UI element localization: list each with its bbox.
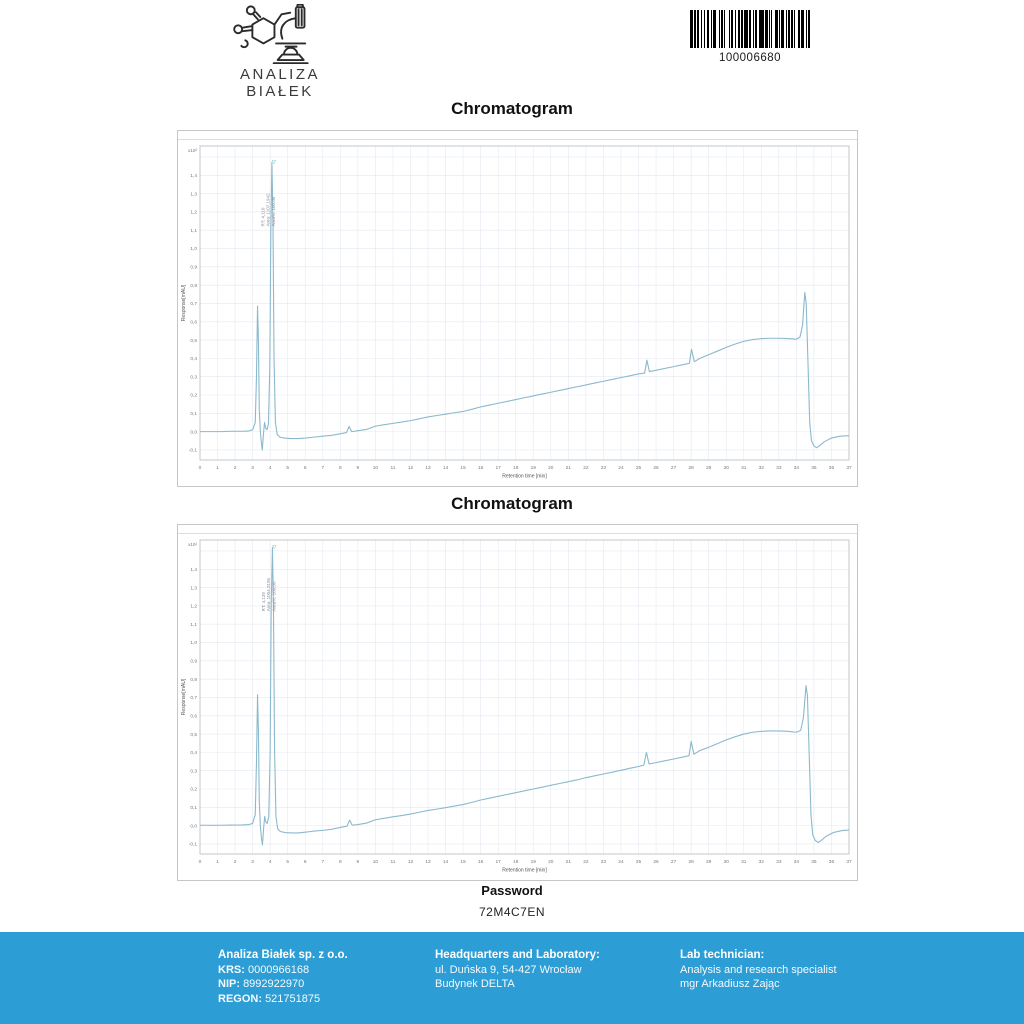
svg-text:0,3: 0,3 <box>190 375 197 381</box>
svg-text:20: 20 <box>548 466 554 471</box>
svg-text:9: 9 <box>356 466 360 471</box>
svg-text:22: 22 <box>583 860 589 865</box>
footer-hq-column <box>435 948 600 992</box>
svg-text:34: 34 <box>793 466 800 471</box>
svg-text:0,7: 0,7 <box>190 696 197 702</box>
svg-text:16: 16 <box>477 860 484 865</box>
svg-text:0: 0 <box>198 466 202 471</box>
logo <box>205 4 355 100</box>
svg-text:Retention time [min]: Retention time [min] <box>502 473 547 480</box>
footer-tech-title: Lab technician: <box>680 949 765 961</box>
svg-text:0,1: 0,1 <box>190 412 197 418</box>
svg-text:36: 36 <box>828 466 835 471</box>
svg-text:0,8: 0,8 <box>190 677 197 683</box>
svg-text:8: 8 <box>338 466 342 471</box>
chart-panel-2 <box>177 524 858 881</box>
svg-text:1,0: 1,0 <box>190 247 197 253</box>
footer-krs <box>218 963 348 978</box>
svg-text:x10²: x10² <box>188 542 197 547</box>
chromatogram-chart-1 <box>178 140 855 486</box>
footer-nip-value: 8992922970 <box>243 978 305 990</box>
svg-text:0,0: 0,0 <box>190 430 197 436</box>
svg-text:19: 19 <box>530 466 536 471</box>
svg-text:25: 25 <box>635 466 642 471</box>
svg-text:1,0: 1,0 <box>190 641 197 647</box>
svg-text:▽: ▽ <box>272 544 277 551</box>
footer-krs-value: 0000966168 <box>247 963 310 976</box>
password-value: 72M4C7EN <box>478 905 546 919</box>
barcode-value: 100006680 <box>718 52 782 64</box>
svg-text:0,1: 0,1 <box>190 806 197 812</box>
svg-text:26: 26 <box>653 466 659 471</box>
svg-text:Response[mAU]: Response[mAU] <box>181 284 187 322</box>
svg-text:0,2: 0,2 <box>190 787 197 793</box>
svg-text:1,4: 1,4 <box>190 173 197 179</box>
svg-text:11: 11 <box>390 860 396 865</box>
svg-text:0,6: 0,6 <box>190 320 197 326</box>
svg-text:13: 13 <box>425 860 431 865</box>
chart-panel-header-strip <box>178 525 857 534</box>
svg-text:Area: 1004,3195: Area: 1004,3195 <box>266 578 272 612</box>
svg-text:37: 37 <box>846 860 852 865</box>
svg-text:0,5: 0,5 <box>190 732 197 738</box>
svg-text:8: 8 <box>338 860 342 865</box>
svg-text:Retention time [min]: Retention time [min] <box>502 867 547 874</box>
svg-text:17: 17 <box>495 860 501 865</box>
footer-hq-building: Budynek DELTA <box>435 978 515 990</box>
svg-text:1,3: 1,3 <box>190 192 197 198</box>
footer-nip-label: NIP: <box>218 978 240 990</box>
svg-text:22: 22 <box>583 466 589 471</box>
svg-text:▽: ▽ <box>271 159 276 166</box>
svg-text:29: 29 <box>706 860 712 865</box>
svg-text:31: 31 <box>741 466 747 471</box>
barcode <box>684 10 816 64</box>
svg-text:Area%: 100,00: Area%: 100,00 <box>271 196 277 227</box>
chart-title-2: Chromatogram <box>451 494 573 513</box>
svg-text:1,4: 1,4 <box>190 567 197 573</box>
svg-text:16: 16 <box>477 466 484 471</box>
footer-regon-value: 521751875 <box>265 992 321 1005</box>
svg-text:14: 14 <box>442 860 449 865</box>
svg-text:31: 31 <box>741 860 747 865</box>
svg-text:33: 33 <box>776 860 782 865</box>
svg-text:Area%: 100,00: Area%: 100,00 <box>271 581 277 612</box>
svg-text:-0,1: -0,1 <box>188 448 197 454</box>
svg-text:34: 34 <box>793 860 800 865</box>
svg-text:0,4: 0,4 <box>190 751 197 757</box>
svg-text:21: 21 <box>565 466 572 471</box>
svg-text:17: 17 <box>495 466 501 471</box>
svg-text:21: 21 <box>565 860 572 865</box>
svg-text:9: 9 <box>356 860 360 865</box>
svg-text:7: 7 <box>321 466 325 471</box>
svg-text:0,0: 0,0 <box>190 824 197 830</box>
chart-panel-header-strip <box>178 131 857 140</box>
footer-tech-name: mgr Arkadiusz Zając <box>680 978 780 990</box>
svg-text:1,2: 1,2 <box>190 604 197 610</box>
chromatogram-chart-2 <box>178 534 855 880</box>
footer-regon-label: REGON: <box>218 992 262 1005</box>
svg-text:3: 3 <box>251 860 254 865</box>
footer-regon <box>218 992 348 1007</box>
footer-hq-title: Headquarters and Laboratory: <box>435 949 600 961</box>
svg-text:23: 23 <box>600 860 607 865</box>
svg-text:27: 27 <box>670 466 677 471</box>
svg-text:3: 3 <box>251 466 254 471</box>
svg-text:5: 5 <box>286 466 290 471</box>
footer-company-column <box>218 948 348 1006</box>
svg-text:18: 18 <box>513 466 519 471</box>
svg-text:29: 29 <box>706 466 712 471</box>
svg-text:14: 14 <box>442 466 449 471</box>
svg-text:1: 1 <box>216 466 219 471</box>
svg-text:6: 6 <box>303 860 307 865</box>
svg-text:10: 10 <box>372 466 379 471</box>
svg-text:32: 32 <box>758 860 764 865</box>
svg-text:4: 4 <box>268 860 272 865</box>
footer-hq-address: ul. Duńska 9, 54-427 Wrocław <box>435 963 582 976</box>
svg-text:0,3: 0,3 <box>190 769 197 775</box>
svg-text:Area: 1107,1942: Area: 1107,1942 <box>265 193 271 227</box>
logo-text: ANALIZA BIAŁEK <box>239 66 321 100</box>
svg-text:1: 1 <box>216 860 219 865</box>
svg-text:2: 2 <box>233 466 237 471</box>
svg-text:13: 13 <box>425 466 431 471</box>
barcode-bars-image <box>684 10 816 48</box>
svg-text:15: 15 <box>460 860 466 865</box>
svg-text:RT: 4,139: RT: 4,139 <box>260 592 266 612</box>
svg-text:35: 35 <box>811 466 817 471</box>
svg-text:11: 11 <box>390 466 396 471</box>
svg-text:2: 2 <box>233 860 237 865</box>
svg-text:0,8: 0,8 <box>190 283 197 289</box>
svg-text:20: 20 <box>548 860 554 865</box>
svg-text:7: 7 <box>321 860 325 865</box>
footer-company-name: Analiza Białek sp. z o.o. <box>218 949 348 961</box>
svg-text:26: 26 <box>653 860 659 865</box>
svg-text:1,1: 1,1 <box>190 622 197 628</box>
chart-title-1: Chromatogram <box>451 99 573 118</box>
svg-text:1,2: 1,2 <box>190 210 197 216</box>
chart-panel-1 <box>177 130 858 487</box>
svg-text:0: 0 <box>198 860 202 865</box>
svg-text:-0,1: -0,1 <box>188 842 197 848</box>
svg-text:19: 19 <box>530 860 536 865</box>
svg-text:27: 27 <box>670 860 677 865</box>
svg-text:32: 32 <box>758 466 764 471</box>
svg-text:30: 30 <box>723 466 729 471</box>
svg-text:12: 12 <box>407 860 414 865</box>
svg-text:28: 28 <box>688 466 694 471</box>
svg-text:10: 10 <box>372 860 379 865</box>
password-label: Password <box>481 883 543 898</box>
footer-tech-column <box>680 948 837 992</box>
footer-tech-role: Analysis and research specialist <box>680 963 837 976</box>
svg-text:0,6: 0,6 <box>190 714 197 720</box>
svg-text:6: 6 <box>303 466 307 471</box>
svg-text:0,9: 0,9 <box>190 265 197 271</box>
svg-text:37: 37 <box>846 466 852 471</box>
svg-text:24: 24 <box>618 860 624 865</box>
svg-text:0,4: 0,4 <box>190 357 197 363</box>
svg-text:RT: 4,110: RT: 4,110 <box>260 207 266 227</box>
svg-text:1,1: 1,1 <box>190 228 197 234</box>
svg-text:28: 28 <box>688 860 694 865</box>
svg-text:30: 30 <box>723 860 729 865</box>
footer <box>0 932 1024 1024</box>
svg-text:0,5: 0,5 <box>190 338 197 344</box>
chemistry-microscope-logo-icon <box>228 4 332 64</box>
svg-text:24: 24 <box>618 466 624 471</box>
svg-text:33: 33 <box>776 466 782 471</box>
svg-text:18: 18 <box>513 860 519 865</box>
password-block <box>0 883 1024 919</box>
svg-text:25: 25 <box>635 860 642 865</box>
svg-text:0,9: 0,9 <box>190 659 197 665</box>
svg-text:35: 35 <box>811 860 817 865</box>
svg-text:23: 23 <box>600 466 607 471</box>
footer-nip <box>218 977 348 992</box>
svg-text:x10²: x10² <box>188 148 197 153</box>
svg-text:15: 15 <box>460 466 466 471</box>
svg-text:0,2: 0,2 <box>190 393 197 399</box>
svg-text:0,7: 0,7 <box>190 302 197 308</box>
footer-krs-label: KRS: <box>218 963 245 976</box>
svg-text:36: 36 <box>828 860 835 865</box>
svg-text:12: 12 <box>407 466 414 471</box>
svg-text:1,3: 1,3 <box>190 586 197 592</box>
svg-text:5: 5 <box>286 860 290 865</box>
svg-text:Response[mAU]: Response[mAU] <box>181 678 187 716</box>
svg-text:4: 4 <box>268 466 272 471</box>
